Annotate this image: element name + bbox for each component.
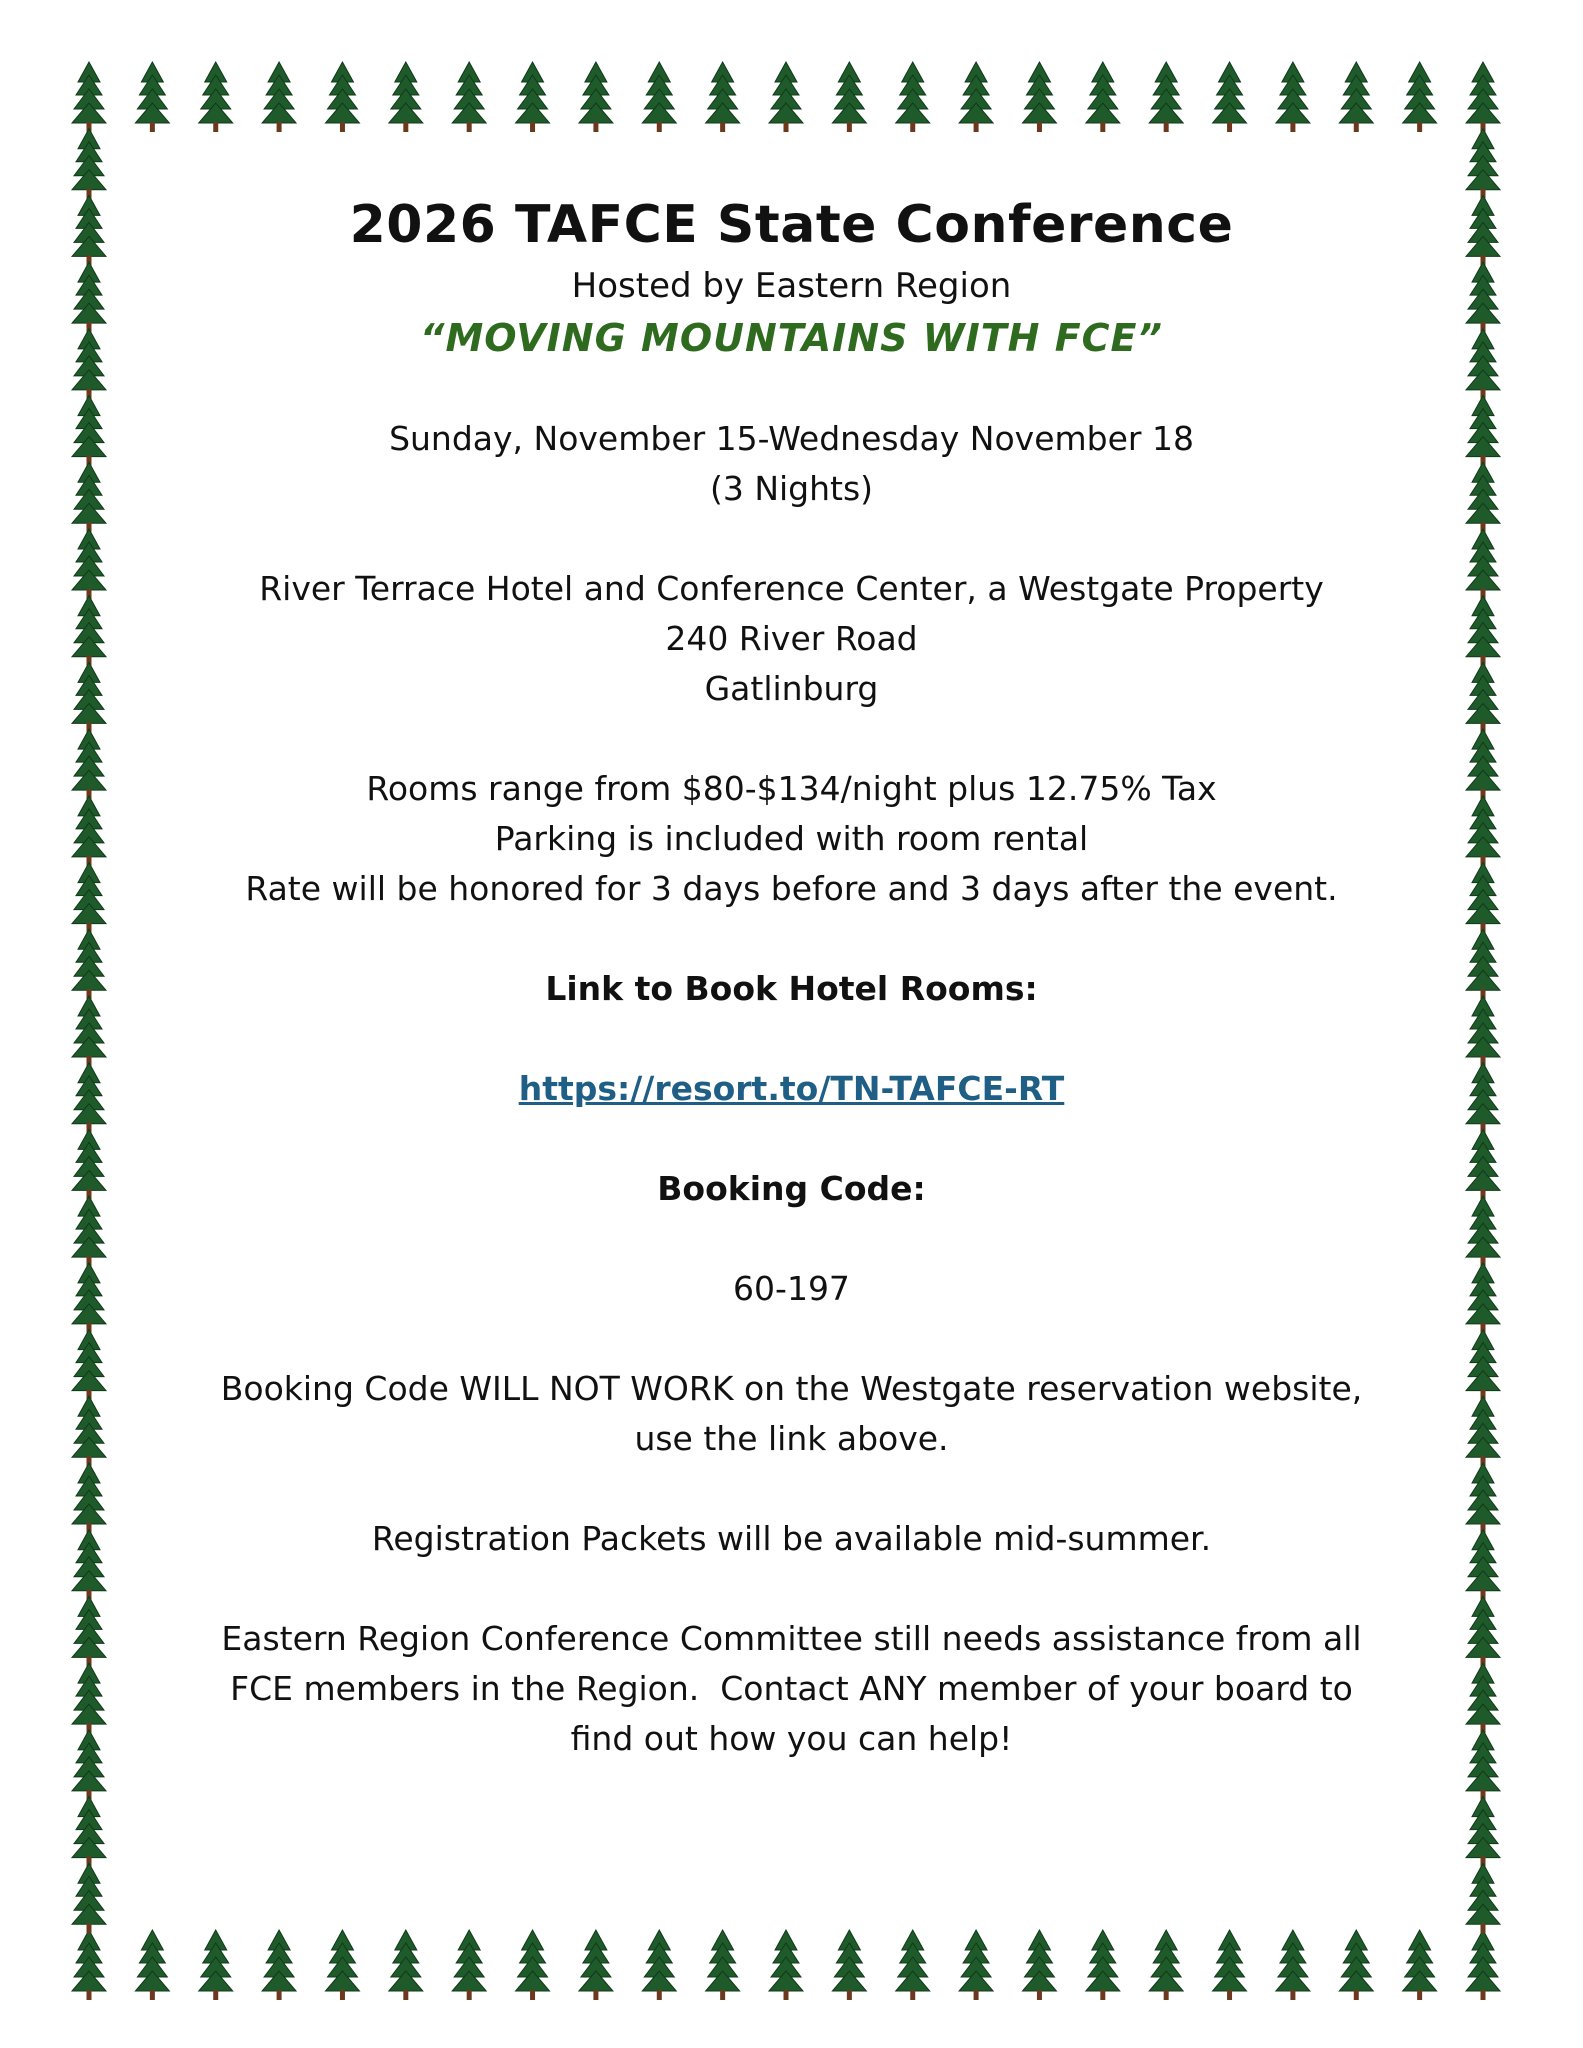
pine-tree-icon (72, 1330, 106, 1400)
pine-tree-icon (1466, 729, 1500, 799)
pine-tree-icon (72, 1463, 106, 1533)
pine-tree-icon (642, 1930, 676, 2000)
pine-tree-icon (72, 396, 106, 466)
pine-tree-icon (199, 1930, 233, 2000)
pine-tree-icon (72, 863, 106, 933)
room-rate: Rooms range from $80-$134/night plus 12.75% Tax (366, 769, 1217, 808)
pine-tree-icon (1466, 929, 1500, 999)
pine-tree-icon (832, 62, 866, 132)
pine-tree-icon (135, 1930, 169, 2000)
pine-tree-icon (72, 129, 106, 199)
pine-tree-icon (1149, 1930, 1183, 2000)
booking-warning-line1: Booking Code WILL NOT WORK on the Westgate reservation website, (220, 1369, 1363, 1408)
parking-note: Parking is included with room rental (494, 819, 1089, 858)
pine-tree-icon (1466, 529, 1500, 599)
theme-line: “MOVING MOUNTAINS WITH FCE” (420, 316, 1163, 360)
host-line: Hosted by Eastern Region (571, 266, 1012, 306)
pine-tree-icon (72, 1063, 106, 1133)
pine-tree-icon (896, 1930, 930, 2000)
pine-tree-icon (72, 729, 106, 799)
rate-honored-note: Rate will be honored for 3 days before and 3 days after the event. (245, 869, 1338, 908)
committee-line3: find out how you can help! (570, 1719, 1013, 1758)
committee-line1: Eastern Region Conference Committee still needs assistance from all (221, 1619, 1362, 1658)
pine-tree-icon (516, 62, 550, 132)
pine-tree-icon (1466, 1063, 1500, 1133)
pine-tree-icon (72, 529, 106, 599)
venue-name: River Terrace Hotel and Conference Center, a Westgate Property (259, 569, 1324, 608)
pine-tree-icon (1466, 1263, 1500, 1333)
pine-tree-icon (1466, 129, 1500, 199)
pine-tree-icon (706, 1930, 740, 2000)
pine-tree-icon (452, 1930, 486, 2000)
pine-tree-icon (72, 1129, 106, 1199)
pine-tree-icon (1339, 62, 1373, 132)
pine-tree-icon (72, 796, 106, 866)
committee-line2: FCE members in the Region. Contact ANY member of your board to (230, 1669, 1353, 1708)
pine-tree-icon (1276, 1930, 1310, 2000)
pine-tree-icon (769, 1930, 803, 2000)
registration-note: Registration Packets will be available mid-summer. (371, 1519, 1212, 1558)
pine-tree-icon (1466, 1863, 1500, 1933)
pine-tree-icon (1466, 863, 1500, 933)
pine-tree-icon (1149, 62, 1183, 132)
date-range: Sunday, November 15-Wednesday November 18 (389, 419, 1194, 458)
pine-tree-icon (1403, 1930, 1437, 2000)
pine-tree-icon (1466, 396, 1500, 466)
pine-tree-icon (1466, 662, 1500, 732)
pine-tree-icon (1086, 62, 1120, 132)
booking-link-label: Link to Book Hotel Rooms: (545, 969, 1038, 1008)
pine-tree-icon (389, 62, 423, 132)
pine-tree-icon (72, 1596, 106, 1666)
pine-tree-icon (1339, 1930, 1373, 2000)
pine-tree-icon (72, 662, 106, 732)
booking-link[interactable]: https://resort.to/TN-TAFCE-RT (518, 1069, 1065, 1108)
pine-tree-icon (72, 329, 106, 399)
pine-tree-icon (896, 62, 930, 132)
pine-tree-icon (642, 62, 676, 132)
pine-tree-icon (72, 1396, 106, 1466)
booking-code: 60-197 (733, 1269, 850, 1308)
pine-tree-icon (516, 1930, 550, 2000)
pine-tree-icon (1466, 62, 1500, 132)
booking-warning-line2: use the link above. (634, 1419, 949, 1458)
pine-tree-icon (72, 195, 106, 265)
pine-tree-icon (1466, 796, 1500, 866)
pine-tree-icon (72, 596, 106, 666)
pine-tree-icon (959, 62, 993, 132)
pine-tree-icon (1466, 996, 1500, 1066)
pine-tree-icon (325, 1930, 359, 2000)
pine-tree-icon (832, 1930, 866, 2000)
pine-tree-icon (325, 62, 359, 132)
pine-tree-icon (1086, 1930, 1120, 2000)
pine-tree-icon (1276, 62, 1310, 132)
pine-tree-icon (72, 929, 106, 999)
pine-tree-icon (389, 1930, 423, 2000)
pine-tree-icon (1466, 1196, 1500, 1266)
pine-tree-icon (72, 1196, 106, 1266)
pine-tree-icon (135, 62, 169, 132)
pine-tree-icon (72, 996, 106, 1066)
page-title: 2026 TAFCE State Conference (349, 195, 1234, 255)
pine-tree-icon (1466, 1129, 1500, 1199)
pine-tree-icon (72, 262, 106, 332)
pine-tree-icon (452, 62, 486, 132)
booking-code-label: Booking Code: (657, 1169, 926, 1208)
venue-street: 240 River Road (665, 619, 918, 658)
pine-tree-icon (1466, 1396, 1500, 1466)
pine-tree-icon (72, 1730, 106, 1800)
pine-tree-icon (1466, 1463, 1500, 1533)
pine-tree-icon (1466, 1797, 1500, 1867)
pine-tree-icon (1466, 195, 1500, 265)
pine-tree-icon (1466, 1530, 1500, 1600)
pine-tree-icon (1466, 1596, 1500, 1666)
pine-tree-icon (1466, 1730, 1500, 1800)
pine-tree-icon (1466, 1330, 1500, 1400)
pine-tree-icon (262, 62, 296, 132)
flyer-content (160, 190, 1423, 1764)
pine-tree-icon (72, 1930, 106, 2000)
pine-tree-icon (262, 1930, 296, 2000)
pine-tree-icon (706, 62, 740, 132)
pine-tree-icon (1466, 262, 1500, 332)
pine-tree-icon (769, 62, 803, 132)
nights: (3 Nights) (709, 469, 874, 508)
pine-tree-icon (1466, 329, 1500, 399)
pine-tree-icon (579, 1930, 613, 2000)
pine-tree-icon (72, 62, 106, 132)
pine-tree-icon (1466, 1663, 1500, 1733)
venue-city: Gatlinburg (704, 669, 879, 708)
pine-tree-icon (1466, 596, 1500, 666)
pine-tree-icon (1213, 62, 1247, 132)
pine-tree-icon (72, 1263, 106, 1333)
pine-tree-icon (72, 1797, 106, 1867)
pine-tree-icon (72, 462, 106, 532)
pine-tree-icon (579, 62, 613, 132)
pine-tree-icon (1213, 1930, 1247, 2000)
pine-tree-icon (72, 1863, 106, 1933)
pine-tree-icon (72, 1530, 106, 1600)
pine-tree-icon (1466, 1930, 1500, 2000)
pine-tree-icon (959, 1930, 993, 2000)
pine-tree-icon (1022, 62, 1056, 132)
pine-tree-icon (1466, 462, 1500, 532)
pine-tree-icon (1022, 1930, 1056, 2000)
pine-tree-icon (199, 62, 233, 132)
pine-tree-icon (1403, 62, 1437, 132)
pine-tree-icon (72, 1663, 106, 1733)
